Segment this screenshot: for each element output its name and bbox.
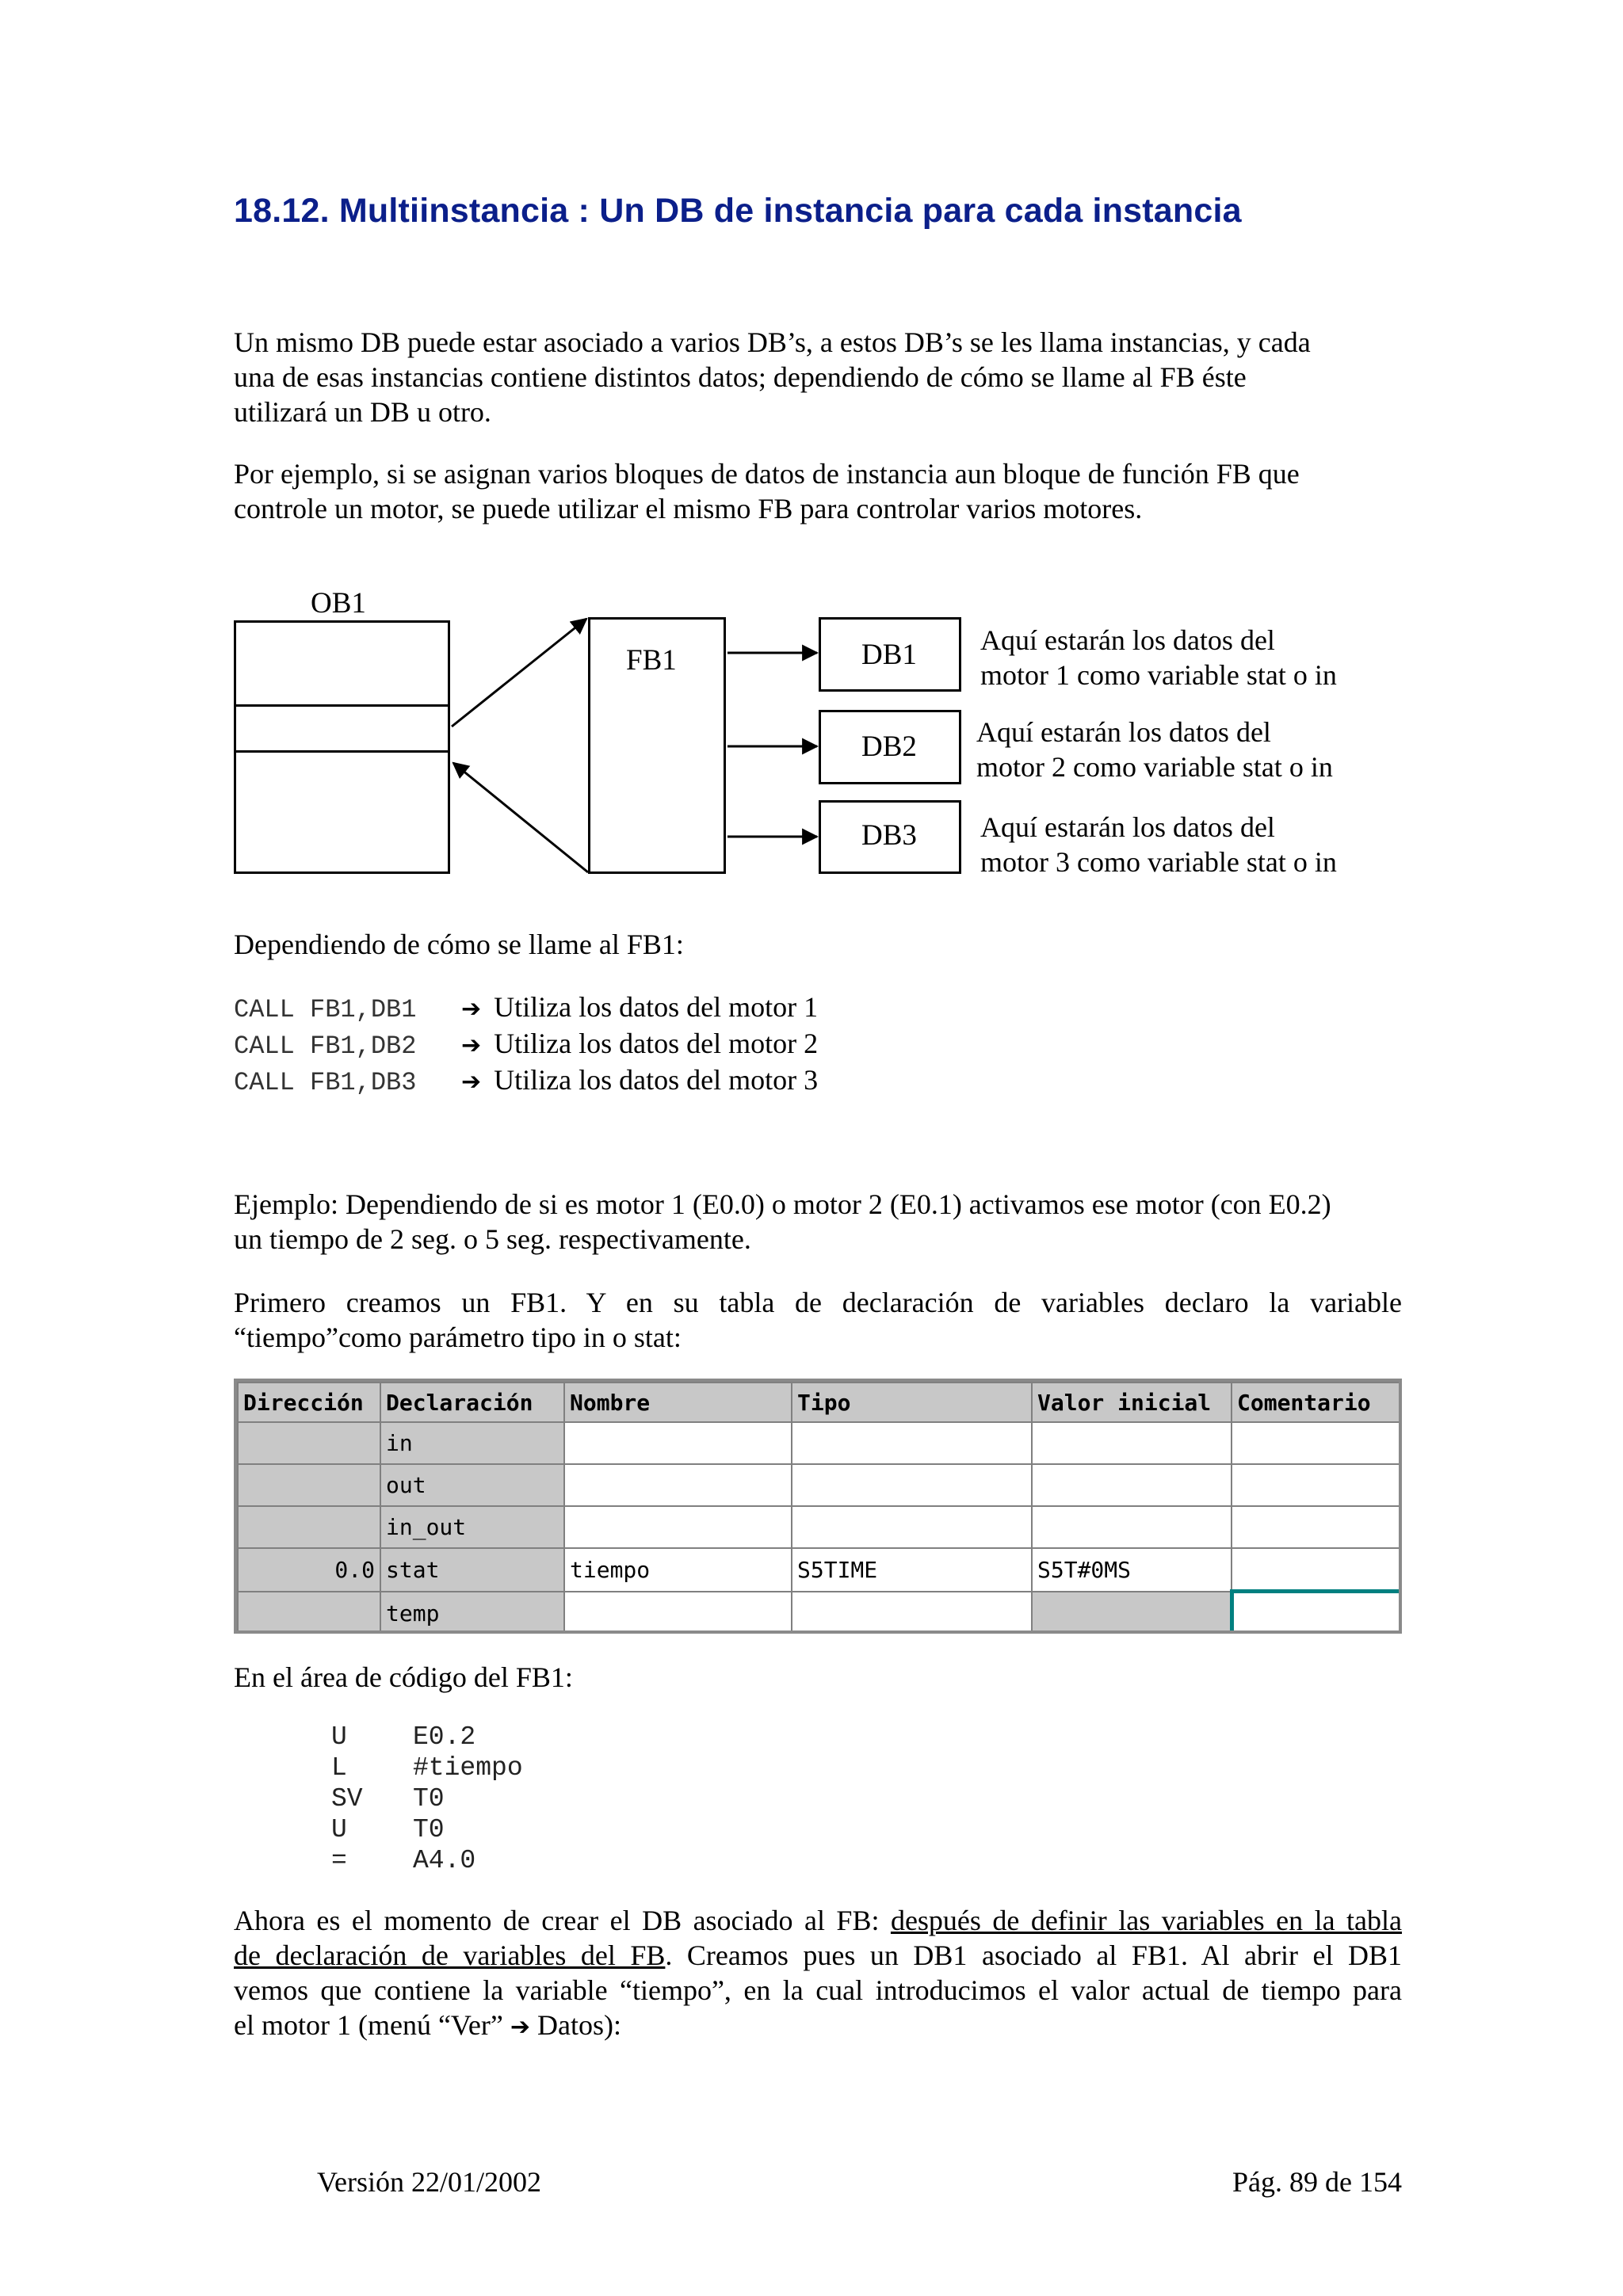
table-row xyxy=(238,1548,1402,1592)
cell-declaracion: temp xyxy=(380,1592,564,1634)
footer-page-number: Pág. 89 de 154 xyxy=(1232,2166,1402,2198)
intro-line: utilizará un DB u otro. xyxy=(234,396,491,428)
cell-direccion xyxy=(238,1464,380,1506)
header-tipo[interactable]: Tipo xyxy=(792,1383,1032,1422)
declare-line: Primero creamos un FB1. Y en su tabla de declaración de variables declaro la variable xyxy=(234,1287,1402,1318)
call-desc-text: Utiliza los datos del motor 1 xyxy=(494,991,819,1023)
fb1-label: FB1 xyxy=(626,644,677,677)
db1-note xyxy=(980,623,1337,692)
cell-valor-inicial[interactable] xyxy=(1032,1422,1232,1464)
code-arg: E0.2 xyxy=(413,1722,476,1752)
final-text: Ahora es el momento de crear el DB asociado al FB: xyxy=(234,1905,891,1936)
cell-declaracion: out xyxy=(380,1464,564,1506)
code-line xyxy=(331,1784,445,1814)
call-description xyxy=(461,990,818,1024)
final-paragraph xyxy=(234,1903,1402,2045)
cell-comentario[interactable] xyxy=(1232,1548,1402,1592)
code-op: L xyxy=(331,1753,347,1783)
header-direccion[interactable]: Dirección xyxy=(238,1383,380,1422)
right-arrow-icon: ➔ xyxy=(510,2013,531,2041)
example-intro-line: controle un motor, se puede utilizar el mismo FB para controlar varios motores. xyxy=(234,493,1143,524)
cell-nombre[interactable] xyxy=(564,1464,792,1506)
right-arrow-icon: ➔ xyxy=(461,1068,482,1096)
right-arrow-icon: ➔ xyxy=(461,1032,482,1059)
final-text: el motor 1 (menú “Ver” xyxy=(234,2009,503,2041)
code-op: U xyxy=(331,1815,347,1844)
header-comentario[interactable]: Comentario xyxy=(1232,1383,1402,1422)
cell-direccion xyxy=(238,1506,380,1548)
cell-declaracion: stat xyxy=(380,1548,564,1592)
note-line: Aquí estarán los datos del xyxy=(980,811,1275,843)
table-row xyxy=(238,1422,1402,1464)
note-line: motor 1 como variable stat o in xyxy=(980,659,1337,691)
cell-comentario[interactable] xyxy=(1232,1422,1402,1464)
call-code: CALL FB1,DB2 xyxy=(234,1032,417,1061)
intro-paragraph xyxy=(234,325,1402,429)
cell-valor-inicial[interactable] xyxy=(1032,1506,1232,1548)
call-desc-text: Utiliza los datos del motor 2 xyxy=(494,1028,819,1059)
ob1-divider xyxy=(234,750,450,753)
final-text: Datos): xyxy=(537,2009,621,2041)
call-desc-text: Utiliza los datos del motor 3 xyxy=(494,1064,819,1096)
code-arg: T0 xyxy=(413,1815,445,1844)
table-row xyxy=(238,1464,1402,1506)
example-paragraph xyxy=(234,1187,1402,1257)
variable-declaration-table xyxy=(234,1379,1402,1634)
cell-direccion xyxy=(238,1422,380,1464)
cell-nombre[interactable]: tiempo xyxy=(564,1548,792,1592)
cell-declaracion: in xyxy=(380,1422,564,1464)
final-line xyxy=(234,2008,1402,2045)
table-header-row xyxy=(238,1383,1402,1422)
code-line xyxy=(331,1815,445,1844)
call-description xyxy=(461,1063,818,1097)
final-line: vemos que contiene la variable “tiempo”, en la cual introducimos el valor actual de tiempo para xyxy=(234,1974,1402,2006)
note-line: motor 2 como variable stat o in xyxy=(976,751,1333,783)
cell-valor-inicial[interactable] xyxy=(1032,1592,1232,1634)
example-line: un tiempo de 2 seg. o 5 seg. respectivamente. xyxy=(234,1223,751,1255)
code-op: SV xyxy=(331,1784,363,1814)
db3-label: DB3 xyxy=(861,819,917,852)
example-line: Ejemplo: Dependiendo de si es motor 1 (E0.0) o motor 2 (E0.1) activamos ese motor (con E0.2) xyxy=(234,1188,1331,1220)
code-intro xyxy=(234,1660,1402,1695)
code-intro-text: En el área de código del FB1: xyxy=(234,1661,573,1693)
cell-valor-inicial[interactable]: S5T#0MS xyxy=(1032,1548,1232,1592)
declare-paragraph xyxy=(234,1285,1402,1355)
code-line xyxy=(331,1722,475,1752)
cell-tipo[interactable] xyxy=(792,1464,1032,1506)
table-row xyxy=(238,1506,1402,1548)
final-text: . Creamos pues un DB1 asociado al FB1. Al abrir el DB1 xyxy=(665,1939,1402,1971)
cell-declaracion: in_out xyxy=(380,1506,564,1548)
cell-tipo[interactable] xyxy=(792,1422,1032,1464)
intro-line: Un mismo DB puede estar asociado a varios DB’s, a estos DB’s se les llama instancias, y cada xyxy=(234,326,1311,358)
note-line: Aquí estarán los datos del xyxy=(976,716,1271,748)
ob1-to-fb1-arrow xyxy=(452,619,586,727)
cell-tipo[interactable] xyxy=(792,1592,1032,1634)
call-code: CALL FB1,DB1 xyxy=(234,995,417,1024)
example-intro-line: Por ejemplo, si se asignan varios bloques de datos de instancia aun bloque de función FB que xyxy=(234,458,1300,490)
right-arrow-icon: ➔ xyxy=(461,995,482,1023)
ob1-block xyxy=(234,620,450,874)
ob1-divider xyxy=(234,704,450,707)
call-intro-text: Dependiendo de cómo se llame al FB1: xyxy=(234,929,684,960)
cell-comentario[interactable] xyxy=(1232,1506,1402,1548)
db3-note xyxy=(980,810,1337,879)
cell-nombre[interactable] xyxy=(564,1592,792,1634)
cell-direccion: 0.0 xyxy=(238,1548,380,1592)
table-row xyxy=(238,1592,1402,1634)
call-description xyxy=(461,1027,818,1060)
db2-note xyxy=(976,715,1333,784)
cell-direccion xyxy=(238,1592,380,1634)
code-op: = xyxy=(331,1846,347,1875)
code-arg: A4.0 xyxy=(413,1846,476,1875)
footer-version: Versión 22/01/2002 xyxy=(317,2166,541,2198)
header-valor-inicial[interactable]: Valor inicial xyxy=(1032,1383,1232,1422)
final-line xyxy=(234,1903,1402,1938)
cell-tipo[interactable]: S5TIME xyxy=(792,1548,1032,1592)
fb1-to-ob1-arrow xyxy=(453,763,588,872)
intro-line: una de esas instancias contiene distintos datos; dependiendo de cómo se llame al FB éste xyxy=(234,361,1247,393)
db2-label: DB2 xyxy=(861,730,917,763)
cell-nombre[interactable] xyxy=(564,1506,792,1548)
code-line xyxy=(331,1753,523,1783)
code-op: U xyxy=(331,1722,347,1752)
cell-comentario-selected[interactable] xyxy=(1232,1592,1402,1634)
call-intro xyxy=(234,927,1402,962)
note-line: Aquí estarán los datos del xyxy=(980,624,1275,656)
note-line: motor 3 como variable stat o in xyxy=(980,846,1337,878)
call-code: CALL FB1,DB3 xyxy=(234,1068,417,1097)
declare-line: “tiempo”como parámetro tipo in o stat: xyxy=(234,1322,682,1353)
cell-comentario[interactable] xyxy=(1232,1464,1402,1506)
final-underlined: después de definir las variables en la tabla xyxy=(890,1905,1402,1936)
code-arg: #tiempo xyxy=(413,1753,523,1783)
db1-label: DB1 xyxy=(861,639,917,671)
cell-tipo[interactable] xyxy=(792,1506,1032,1548)
cell-valor-inicial[interactable] xyxy=(1032,1464,1232,1506)
header-declaracion[interactable]: Declaración xyxy=(380,1383,564,1422)
final-line xyxy=(234,1938,1402,1973)
code-line xyxy=(331,1846,475,1875)
example-intro-paragraph xyxy=(234,456,1402,526)
final-underlined: de declaración de variables del FB xyxy=(234,1939,666,1971)
ob1-label: OB1 xyxy=(311,587,366,620)
header-nombre[interactable]: Nombre xyxy=(564,1383,792,1422)
cell-nombre[interactable] xyxy=(564,1422,792,1464)
code-arg: T0 xyxy=(413,1784,445,1814)
section-heading: 18.12. Multiinstancia : Un DB de instancia para cada instancia xyxy=(234,192,1242,230)
